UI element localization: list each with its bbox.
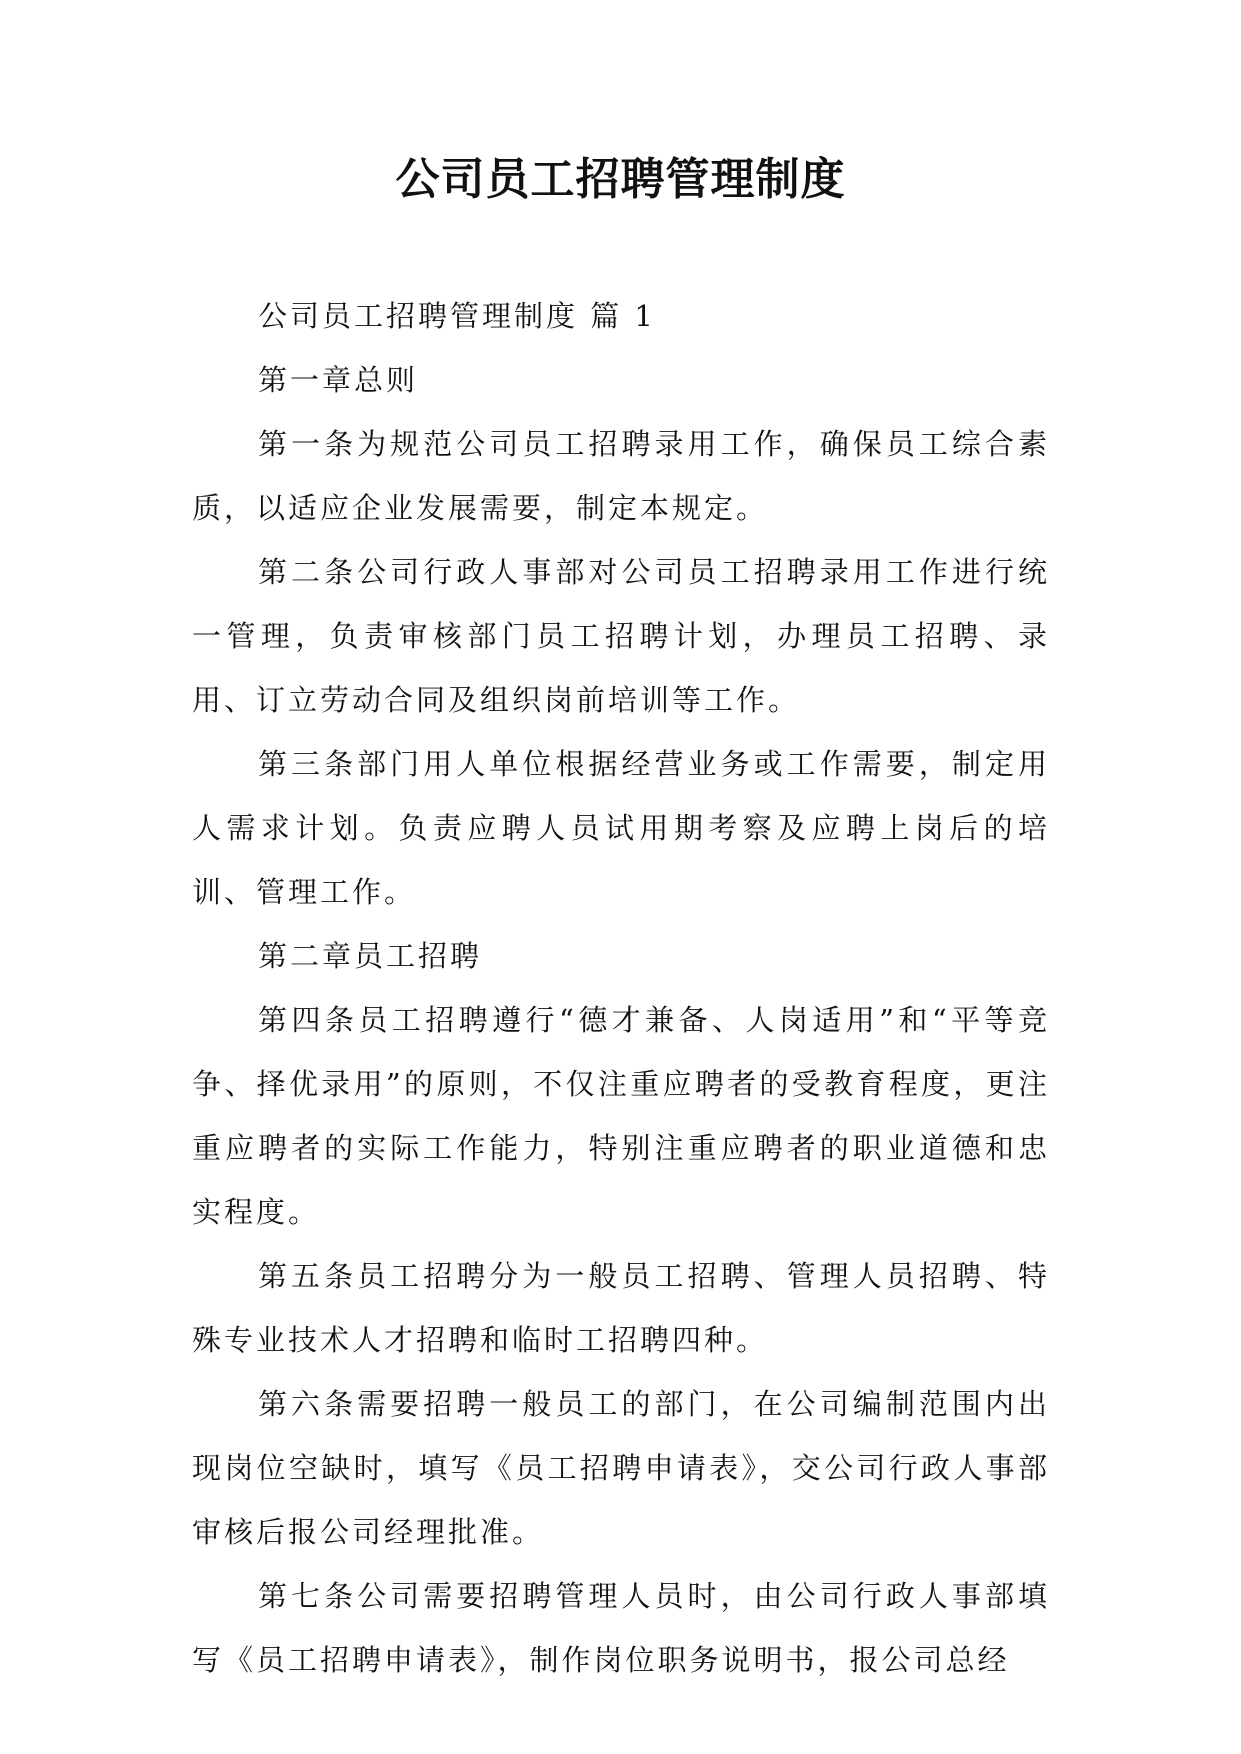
article-paragraph: 第五条员工招聘分为一般员工招聘、管理人员招聘、特殊专业技术人才招聘和临时工招聘四种。 (192, 1259, 1050, 1357)
article-paragraph: 第四条员工招聘遵行“德才兼备、人岗适用”和“平等竞争、择优录用”的原则，不仅注重应聘者的受教育程度，更注重应聘者的实际工作能力，特别注重应聘者的职业道德和忠实程度。 (192, 1003, 1050, 1229)
article-paragraph: 第七条公司需要招聘管理人员时，由公司行政人事部填写《员工招聘申请表》，制作岗位职务说明书，报公司总经 (192, 1579, 1050, 1677)
document-title: 公司员工招聘管理制度 (395, 154, 846, 205)
article-paragraph: 第六条需要招聘一般员工的部门，在公司编制范围内出现岗位空缺时，填写《员工招聘申请表》，交公司行政人事部审核后报公司经理批准。 (192, 1387, 1050, 1549)
article-paragraph: 第一条为规范公司员工招聘录用工作，确保员工综合素质，以适应企业发展需要，制定本规定。 (192, 427, 1050, 525)
article-paragraph: 第二条公司行政人事部对公司员工招聘录用工作进行统一管理，负责审核部门员工招聘计划，办理员工招聘、录用、订立劳动合同及组织岗前培训等工作。 (192, 555, 1050, 717)
chapter-heading: 第二章员工招聘 (258, 939, 483, 973)
article-paragraph: 第三条部门用人单位根据经营业务或工作需要，制定用人需求计划。负责应聘人员试用期考察及应聘上岗后的培训、管理工作。 (192, 747, 1050, 909)
section-heading: 公司员工招聘管理制度 篇 1 (258, 299, 656, 333)
document-body (192, 284, 1050, 1692)
chapter-heading: 第一章总则 (258, 363, 419, 397)
